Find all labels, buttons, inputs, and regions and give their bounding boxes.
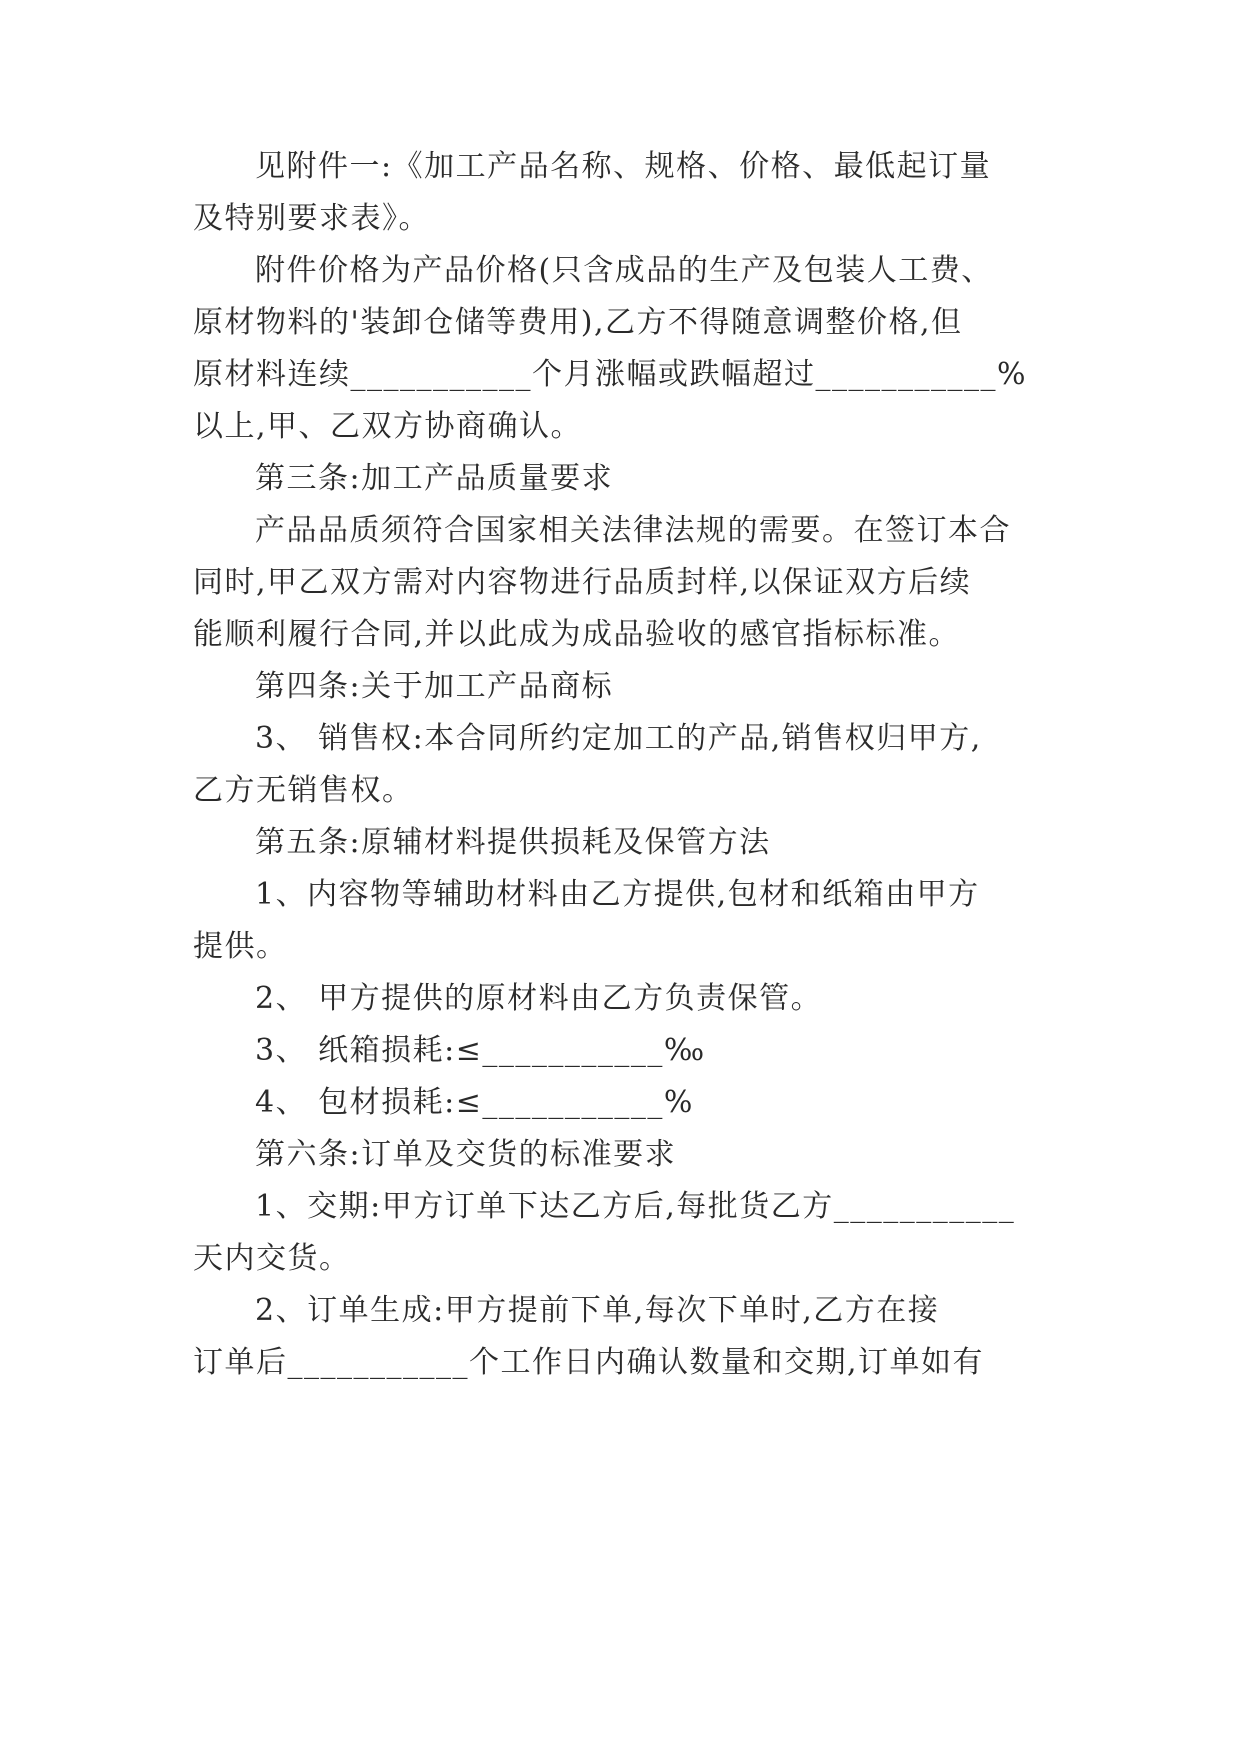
list-item-3: 3、 纸箱损耗:≤___________‰ bbox=[255, 1033, 706, 1068]
list-item-order: 2、订单生成:甲方提前下单,每次下单时,乙方在接 bbox=[255, 1293, 940, 1328]
text-line: 及特别要求表》。 bbox=[193, 201, 430, 236]
text-line: 提供。 bbox=[193, 929, 288, 964]
text-line: 原材物料的'装卸仓储等费用),乙方不得随意调整价格,但 bbox=[193, 305, 963, 340]
section-heading-article-4: 第四条:关于加工产品商标 bbox=[255, 669, 614, 704]
list-item-1: 1、内容物等辅助材料由乙方提供,包材和纸箱由甲方 bbox=[255, 877, 980, 912]
text-line: 同时,甲乙双方需对内容物进行品质封样,以保证双方后续 bbox=[193, 565, 972, 600]
text-line: 天内交货。 bbox=[193, 1241, 351, 1276]
text-line: 以上,甲、乙双方协商确认。 bbox=[193, 409, 583, 444]
text-line: 订单后___________个工作日内确认数量和交期,订单如有 bbox=[193, 1345, 985, 1380]
text-line: 原材料连续___________个月涨幅或跌幅超过___________% bbox=[193, 357, 1028, 392]
section-heading-article-5: 第五条:原辅材料提供损耗及保管方法 bbox=[255, 825, 771, 860]
text-line: 能顺利履行合同,并以此成为成品验收的感官指标标准。 bbox=[193, 617, 961, 652]
section-heading-article-6: 第六条:订单及交货的标准要求 bbox=[255, 1137, 677, 1172]
list-item-4: 4、 包材损耗:≤___________% bbox=[255, 1085, 694, 1120]
text-line-quality: 产品品质须符合国家相关法律法规的需要。在签订本合 bbox=[255, 513, 1011, 548]
list-item-2: 2、 甲方提供的原材料由乙方负责保管。 bbox=[255, 981, 823, 1016]
list-item-delivery: 1、交期:甲方订单下达乙方后,每批货乙方___________ bbox=[255, 1189, 1016, 1224]
text-line-sales-right: 3、 销售权:本合同所约定加工的产品,销售权归甲方, bbox=[255, 721, 982, 756]
text-line: 乙方无销售权。 bbox=[193, 773, 414, 808]
text-line-price-clause: 附件价格为产品价格(只含成品的生产及包装人工费、 bbox=[255, 253, 993, 288]
text-line-attachment-ref: 见附件一:《加工产品名称、规格、价格、最低起订量 bbox=[255, 149, 992, 184]
section-heading-article-3: 第三条:加工产品质量要求 bbox=[255, 461, 614, 496]
